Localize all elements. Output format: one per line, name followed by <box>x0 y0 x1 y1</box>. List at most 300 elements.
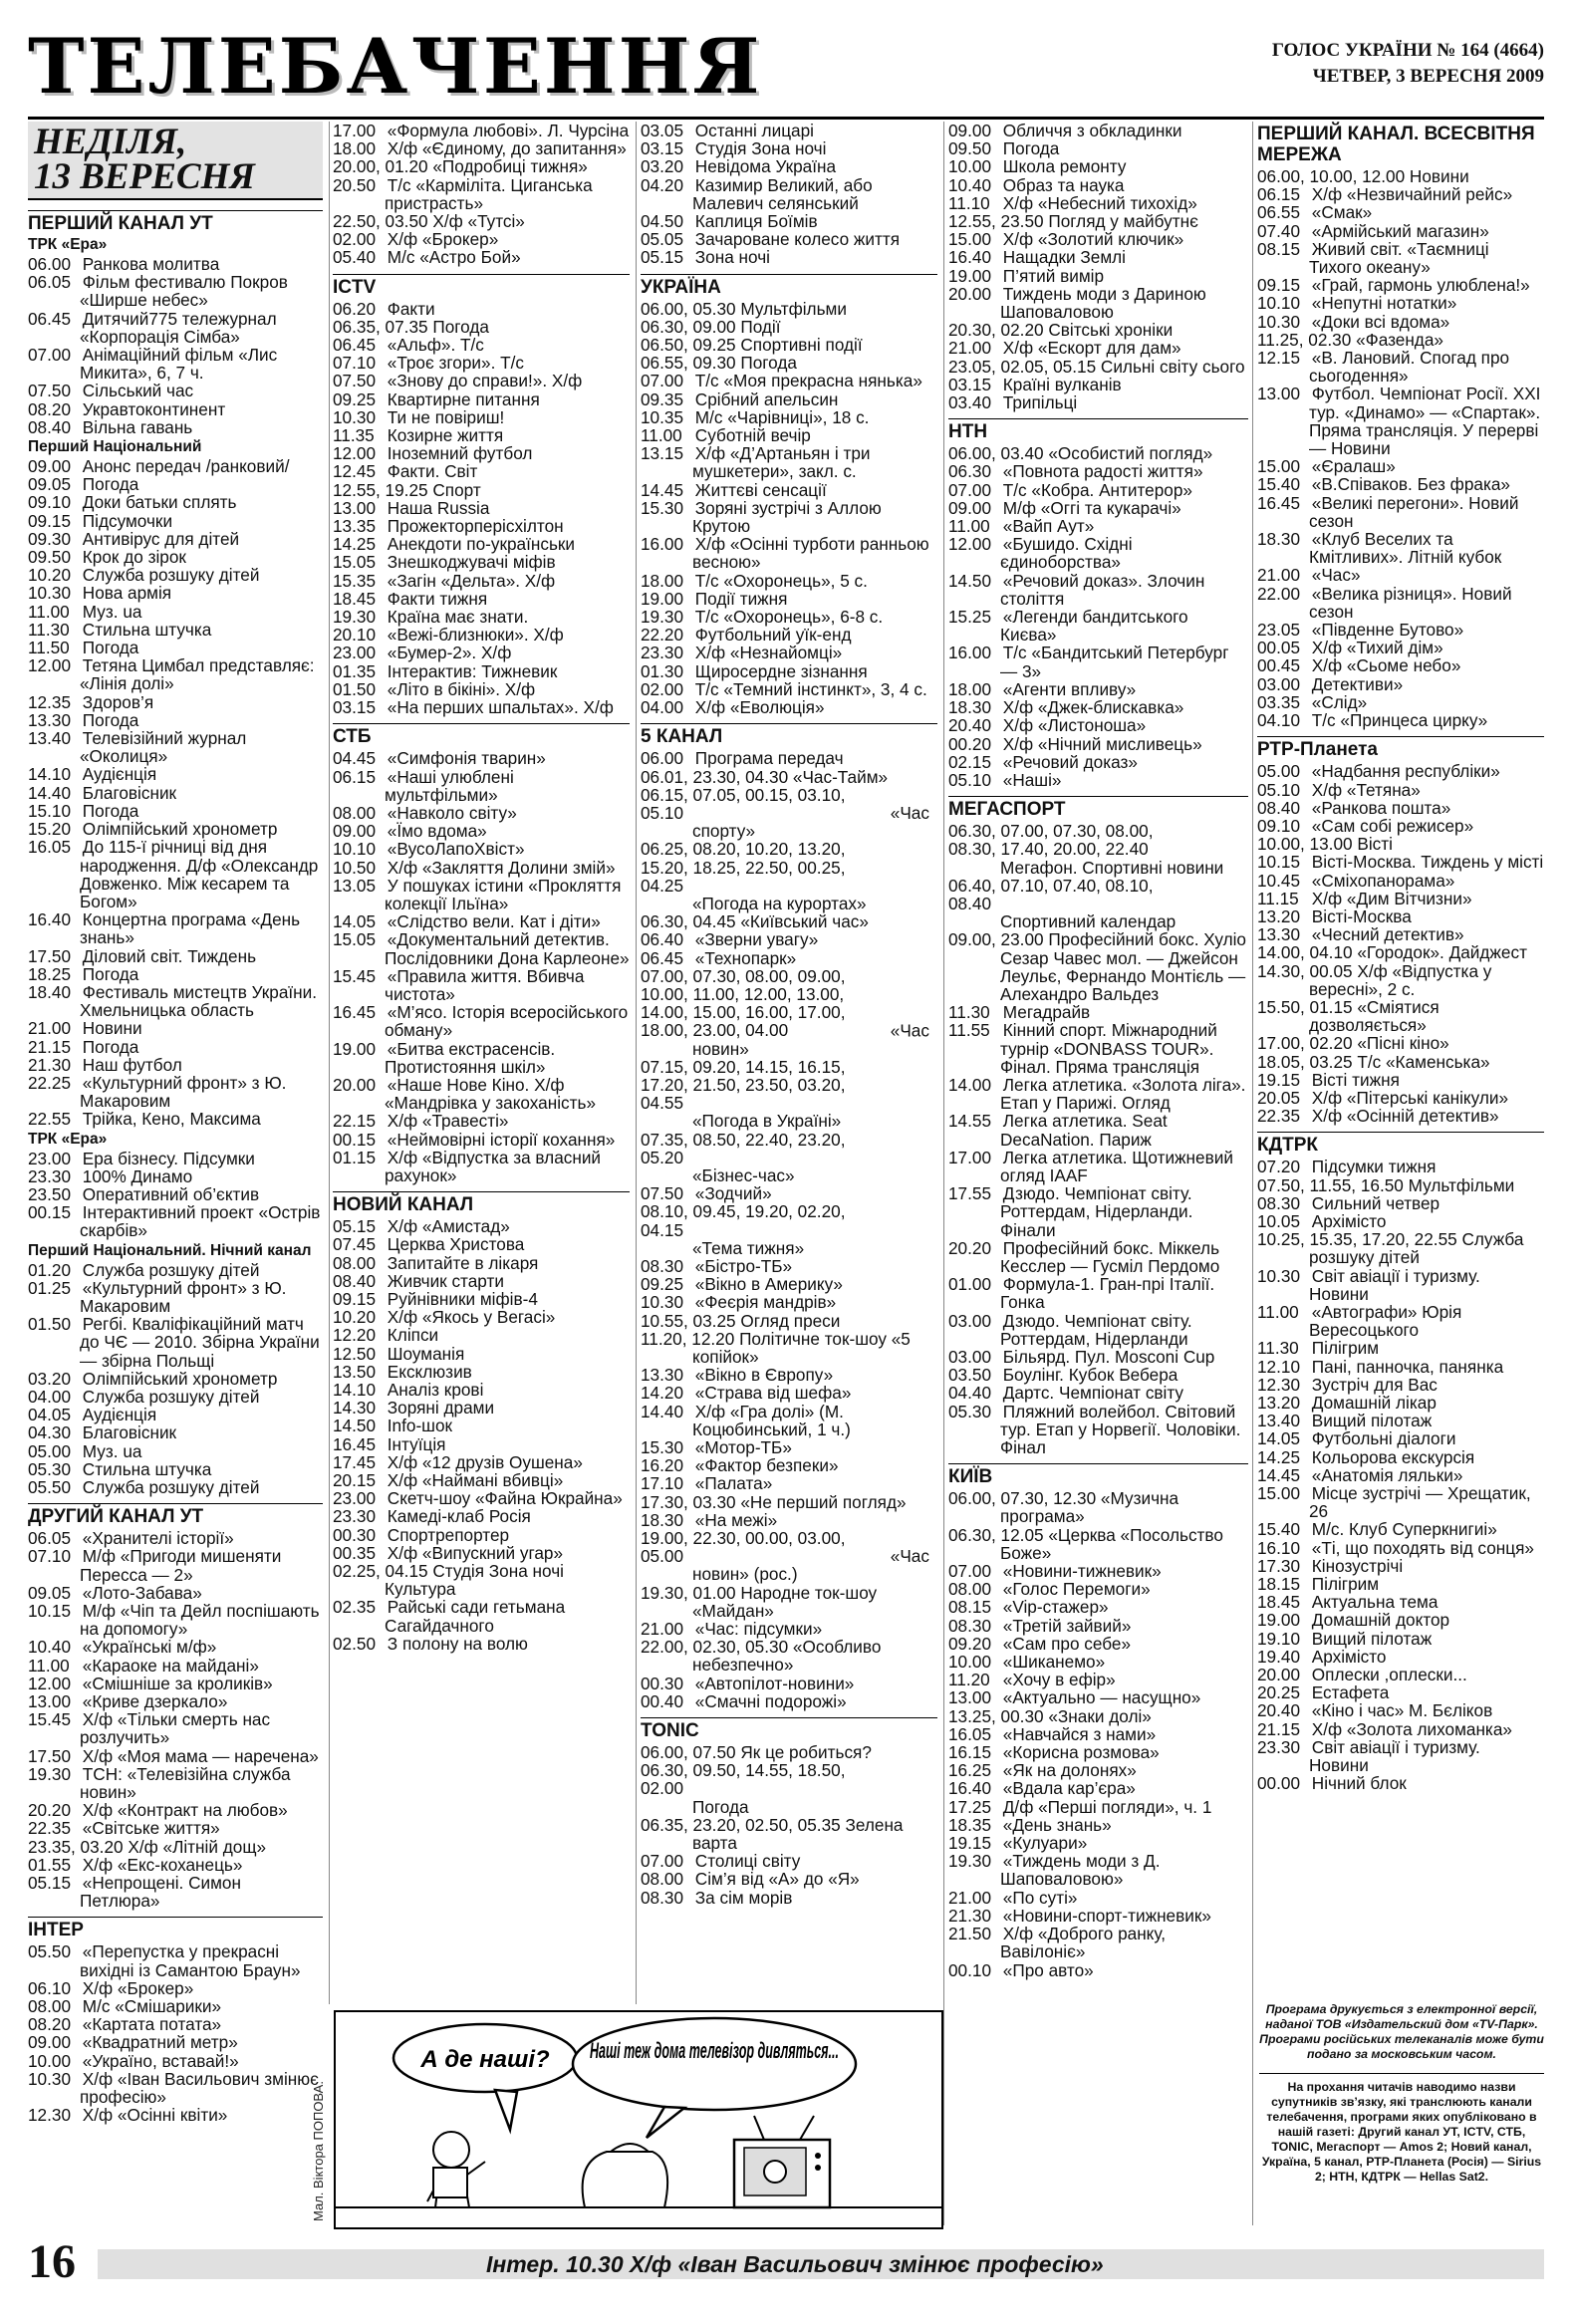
listing-time: 08.15 <box>1257 238 1301 259</box>
listing-title: «Сміхопанорама» <box>1311 870 1455 891</box>
listing-item <box>1257 1194 1544 1212</box>
listing-item <box>28 457 323 475</box>
listing-time: 19.00 <box>948 265 992 286</box>
listing-item <box>1257 203 1544 221</box>
listing-time: 18.45 <box>333 588 377 609</box>
listing-title: М/ф «Чіп та Дейл поспішають на допомогу» <box>80 1601 320 1640</box>
listing-time: 18.15 <box>1257 1574 1301 1595</box>
listing-title: «Культурний фронт» з Ю. Макаровим <box>80 1072 287 1112</box>
listing-time: 11.00 <box>28 1655 70 1676</box>
listing-time: 06.30, 07.00, 07.30, 08.00, 08.30, 17.40, 20.00, 22.40 <box>948 821 1154 860</box>
listing-title: Наша Russia <box>387 497 490 518</box>
listing-title: Нічний блок <box>1311 1773 1407 1794</box>
channel-heading: ПЕРШИЙ КАНАЛ УТ <box>28 210 323 234</box>
listing-time: 03.00 <box>1257 673 1301 694</box>
listing-time: 22.55 <box>28 1109 72 1130</box>
listing-item <box>1257 1448 1544 1466</box>
listing-item <box>1257 566 1544 584</box>
listing-time: 08.00 <box>641 1869 684 1890</box>
listing-item <box>28 1460 323 1478</box>
listing-item <box>948 1489 1248 1525</box>
listing-title: Погода <box>82 474 139 495</box>
listing-title: «Смак» <box>1311 202 1373 223</box>
listing-title: Зоряні зустрічі з Аллою Крутою <box>692 497 882 537</box>
listing-time: 21.30 <box>28 1054 72 1075</box>
tv-knob-icon <box>815 2165 821 2171</box>
listing-title: М/с «Смішарики» <box>82 1996 222 2017</box>
listing-time: 07.40 <box>1257 220 1301 241</box>
listing-time: 17.30 <box>1257 1555 1301 1576</box>
listing-item <box>28 1056 323 1074</box>
listing-item <box>641 1743 937 1761</box>
listing-time: 18.00 <box>641 570 684 591</box>
listing-title: «Ті, що походять від сонця» <box>1311 1537 1534 1558</box>
channel-heading: МЕГАСПОРТ <box>948 796 1248 820</box>
listing-title: Х/ф «Іван Васильович змінює професію» <box>80 2068 319 2108</box>
listing-time: 13.30 <box>28 709 72 730</box>
listing-title: Здоров’я <box>82 691 154 712</box>
listing-time: 17.45 <box>333 1451 377 1472</box>
listing-item <box>641 949 937 967</box>
listing-title: Вищий пілотаж <box>1311 1628 1433 1649</box>
listing-item <box>28 729 323 765</box>
listing-item <box>641 372 937 389</box>
listing-title: З полону на волю <box>387 1633 528 1654</box>
listing-item <box>333 122 630 139</box>
column-divider <box>943 122 944 2225</box>
listing-item <box>641 662 937 680</box>
listing-time: 04.30 <box>28 1422 72 1443</box>
listing-item <box>1257 1520 1544 1538</box>
listing-title: Т/с «Охоронець», 5 с. <box>694 570 868 591</box>
listing-time: 09.00 <box>28 2032 72 2053</box>
listing-time: 07.00, 07.30, 08.00, 09.00, 10.00, 11.00, 12.00, 13.00, 14.00, 15.00, 16.00, 17.00, 18.00, 23.00, 04.00 <box>641 965 846 1041</box>
listing-title: Професійний бокс. Міккель Кесслер — Гусміл Пердомо <box>1000 1237 1220 1276</box>
listing-title: Доки батьки сплять <box>82 492 237 513</box>
listing-time: 15.40 <box>1257 474 1301 495</box>
listing-item <box>641 1438 937 1456</box>
listing-time: 18.05, 03.25 <box>1257 1051 1353 1072</box>
listing-time: 22.35 <box>1257 1106 1301 1127</box>
listing-item <box>28 1038 323 1056</box>
listing-title: Руйнівники міфів-4 <box>387 1288 538 1309</box>
listing-title: Домашній доктор <box>1311 1610 1450 1631</box>
listing-title: Політичне ток-шоу «5 копійок» <box>692 1328 911 1367</box>
listing-item <box>641 1058 937 1131</box>
listing-item <box>28 693 323 711</box>
listing-item <box>1257 1774 1544 1792</box>
listing-title: «Фактор безпеки» <box>694 1455 839 1476</box>
listing-item <box>641 1889 937 1907</box>
listing-time: 00.30 <box>333 1524 377 1545</box>
listing-title: Х/ф «Листоноша» <box>1002 715 1147 736</box>
listing-item <box>1257 1107 1544 1125</box>
listing-item <box>28 493 323 511</box>
listing-time: 12.50 <box>333 1343 377 1364</box>
listing-time: 16.05 <box>948 1723 992 1744</box>
listing-time: 10.55, 03.25 <box>641 1310 736 1331</box>
listing-time: 12.10 <box>1257 1356 1301 1377</box>
listing-title: Сильні світу сього <box>1100 356 1245 377</box>
listing-item <box>1257 1303 1544 1339</box>
listing-time: 09.25 <box>333 388 377 409</box>
listing-item <box>948 122 1248 139</box>
listing-title: Естафета <box>1311 1682 1390 1703</box>
listing-item <box>333 822 630 840</box>
listing-time: 12.35 <box>28 691 72 712</box>
listing-item <box>1257 1539 1544 1557</box>
listing-time: 06.15 <box>1257 184 1301 205</box>
listing-item <box>948 339 1248 357</box>
listing-item <box>948 644 1248 679</box>
listing-title: Х/ф «Контракт на любов» <box>82 1800 288 1821</box>
listing-time: 06.00, 07.30, 12.30 <box>948 1488 1097 1509</box>
listing-item <box>1257 1738 1544 1774</box>
listing-time: 07.00 <box>28 345 72 366</box>
listing-title: «Голос Перемоги» <box>1002 1579 1151 1600</box>
listing-time: 09.10 <box>28 492 72 513</box>
listing-time: 16.45 <box>333 1433 377 1454</box>
listing-title: «Час новин» <box>692 1020 929 1059</box>
listing-item <box>948 1384 1248 1402</box>
listing-item <box>28 1074 323 1110</box>
listing-title: «Бізнес-час» <box>692 1164 795 1185</box>
listing-item <box>333 1040 630 1076</box>
listing-title: Прожекторперісхілтон <box>387 516 564 537</box>
listing-item <box>948 393 1248 411</box>
listing-item <box>1257 998 1544 1034</box>
listing-item <box>948 735 1248 753</box>
listing-item <box>28 584 323 602</box>
listing-item <box>1257 1230 1544 1266</box>
listing-title: «Час новин» (рос.) <box>692 1546 929 1585</box>
listing-time: 13.05 <box>333 875 377 896</box>
listing-item <box>1257 167 1544 185</box>
listing-title: «Городок». Дайджест <box>1357 942 1527 963</box>
listing-title: «Час-Тайм» <box>792 766 889 787</box>
listing-title: «Новини-спорт-тижневик» <box>1002 1905 1211 1926</box>
listing-title: Вісті <box>1357 834 1393 855</box>
listing-title: ТСН: «Телевізійна служба новин» <box>80 1763 291 1803</box>
listing-title: «Про авто» <box>1002 1959 1094 1980</box>
listing-title: «Україно, вставай!» <box>82 2050 239 2071</box>
listing-time: 20.00 <box>333 1074 377 1095</box>
listing-time: 15.35 <box>333 570 377 591</box>
cartoon-drawing <box>336 2012 941 2227</box>
listing-time: 13.00 <box>1257 384 1301 404</box>
listing-time: 18.00 <box>948 678 992 699</box>
satellite-note: На прохання читачів наводимо назви супутників зв’язку, які транслюють канали телебачення, програми яких опубліковано в нашій газеті: Другий канал УТ, ICTV, СТБ, TONIC, Мегаспорт — Amos 2; Новий канал, Україна, 5 канал, РТР-Планета (Росія) — Sirius 2; НТН, КДТРК — Hellas Sat2. <box>1261 2080 1542 2184</box>
listing-title: Інтуїція <box>387 1433 446 1454</box>
listing-time: 10.40 <box>28 1637 72 1658</box>
listing-title: Спорт <box>432 479 481 500</box>
listing-title: Погода <box>82 638 139 658</box>
listing-item <box>948 1907 1248 1925</box>
listing-title: «Альф». Т/с <box>387 335 484 356</box>
listing-item <box>333 390 630 408</box>
listing-title: Легка атлетика. Seat DecaNation. Париж <box>1000 1111 1168 1150</box>
listing-item <box>641 1474 937 1492</box>
listing-title: «Речовий доказ» <box>1002 751 1138 772</box>
listing-time: 14.00 <box>948 1074 992 1095</box>
listing-item <box>28 784 323 802</box>
column-4 <box>948 122 1248 2225</box>
listing-time: 01.50 <box>28 1314 72 1335</box>
listing-time: 10.00, 13.00 <box>1257 834 1353 855</box>
listing-time: 21.00 <box>948 338 992 359</box>
listing-time: 10.30 <box>28 2068 72 2089</box>
listing-title: Х/ф «Небесний тихохід» <box>1002 192 1197 213</box>
listing-item <box>948 1239 1248 1275</box>
listing-title: «Не перший погляд» <box>740 1491 907 1512</box>
column-1 <box>28 122 323 2225</box>
bubble-text-left: А де наші? <box>420 2046 550 2073</box>
listing-time: 07.10 <box>333 353 377 374</box>
listing-item <box>948 157 1248 175</box>
listing-time: 05.15 <box>641 247 684 268</box>
listing-title: Актуальна тема <box>1311 1592 1439 1613</box>
listing-title: Х/ф «Ескорт для дам» <box>1002 338 1181 359</box>
listing-time: 08.00 <box>333 802 377 823</box>
listing-item <box>641 1384 937 1402</box>
listing-title: «Хочу в ефір» <box>1002 1670 1116 1690</box>
listing-item <box>948 285 1248 321</box>
listing-time: 19.00 <box>1257 1610 1301 1631</box>
listing-title: «Зодчий» <box>694 1183 772 1204</box>
listing-item <box>333 590 630 608</box>
listing-title: «Перепустка у прекрасні вихідні із Самантою Браун» <box>80 1941 301 1980</box>
listing-item <box>333 176 630 212</box>
listing-time: 16.40 <box>948 1778 992 1799</box>
listing-title: «Непрощені. Симон Петлюра» <box>80 1873 241 1912</box>
listing-title: Іноземний футбол <box>387 443 533 464</box>
listing-item <box>948 230 1248 248</box>
listing-title: «Автопілот-новини» <box>694 1673 855 1693</box>
listing-title: Х/ф «Тетяна» <box>1311 779 1421 800</box>
listing-title: «Криве дзеркало» <box>82 1691 228 1712</box>
listing-title: «Шиканемо» <box>1002 1652 1106 1673</box>
listing-title: «ВусоЛапоХвіст» <box>387 839 525 860</box>
listing-title: «Особистий погляд» <box>1048 443 1213 464</box>
listing-item <box>333 1131 630 1149</box>
listing-time: 02.15 <box>948 751 992 772</box>
listing-item <box>948 517 1248 535</box>
listing-item <box>333 840 630 858</box>
listing-item <box>333 517 630 535</box>
listing-item <box>333 499 630 517</box>
listing-item <box>333 698 630 716</box>
listing-item <box>1257 621 1544 639</box>
listing-time: 12.00 <box>28 655 72 676</box>
listing-item <box>1257 943 1544 961</box>
listing-time: 16.40 <box>28 909 72 930</box>
listing-title: Запитайте в лікаря <box>387 1252 539 1273</box>
listing-time: 23.00 <box>333 643 377 663</box>
listing-title: Церква Христова <box>387 1234 525 1255</box>
listing-title: «Південне Бутово» <box>1311 620 1464 641</box>
listing-item <box>641 248 937 266</box>
listing-item <box>948 930 1248 1003</box>
listing-time: 08.00 <box>948 1579 992 1600</box>
listing-item <box>333 1235 630 1253</box>
listing-title: Стильна штучка <box>82 1458 212 1479</box>
listing-title: Зустріч для Вас <box>1311 1374 1438 1395</box>
listing-time: 08.30 <box>948 1615 992 1636</box>
listing-item <box>948 680 1248 698</box>
listing-time: 06.30, 09.00 <box>641 316 736 337</box>
listing-item <box>641 122 937 139</box>
listing-time: 21.50 <box>948 1924 992 1944</box>
listing-item <box>948 1617 1248 1635</box>
listing-item <box>641 768 937 786</box>
listing-item <box>1257 475 1544 493</box>
listing-title: Народне ток-шоу «Майдан» <box>692 1582 878 1621</box>
listing-time: 15.40 <box>1257 1519 1301 1540</box>
channel-heading: НОВИЙ КАНАЛ <box>333 1191 630 1215</box>
listing-item <box>28 838 323 910</box>
listing-item <box>28 820 323 838</box>
listing-time: 10.15 <box>1257 852 1301 873</box>
listing-item <box>333 1507 630 1525</box>
listing-time: 15.30 <box>641 497 684 518</box>
page-footer <box>28 2235 1544 2289</box>
listing-time: 20.50 <box>333 174 377 195</box>
listing-title: Т/с «Карміліта. Циганська пристрасть» <box>385 174 593 213</box>
listing-item <box>1257 656 1544 674</box>
listing-time: 05.05 <box>641 229 684 250</box>
listing-item <box>641 840 937 912</box>
listing-title: Х/ф «Золотий ключик» <box>1002 229 1184 250</box>
listing-time: 06.00 <box>641 748 684 769</box>
listing-title: Вісті-Москва. Тиждень у місті <box>1311 852 1544 873</box>
listing-title: Підсумочки <box>82 510 173 531</box>
listing-title: Т/с «Принцеса цирку» <box>1311 710 1488 731</box>
listing-item <box>28 910 323 946</box>
listing-item <box>28 1584 323 1602</box>
listing-time: 05.15 <box>333 1216 377 1237</box>
listing-time: 04.40 <box>948 1383 992 1404</box>
listing-time: 01.50 <box>333 678 377 699</box>
listing-title: Мегафон. Спортивні новини <box>1000 857 1224 878</box>
listing-item <box>28 1819 323 1837</box>
listing-item <box>948 444 1248 462</box>
listing-time: 09.00 <box>333 821 377 842</box>
listing-title: Пляжний волейбол. Світовий тур. Етап у Норвегії. Чоловіки. Фінал <box>1000 1401 1241 1458</box>
listing-item <box>333 1345 630 1363</box>
listing-time: 10.30 <box>641 1292 684 1313</box>
listing-time: 09.30 <box>28 528 72 549</box>
listing-time: 21.15 <box>28 1036 72 1057</box>
listing-title: «Загін «Дельта». Х/ф <box>387 570 556 591</box>
listing-time: 20.00 <box>1257 1665 1301 1685</box>
listing-item <box>641 426 937 444</box>
listing-time: 09.50 <box>948 138 992 159</box>
listing-time: 18.30 <box>948 697 992 718</box>
tv-antenna-icon <box>754 2116 814 2140</box>
listing-time: 00.35 <box>333 1542 377 1563</box>
listing-item <box>641 1816 937 1852</box>
listing-title: Т/с «Охоронець», 6-8 с. <box>694 607 884 628</box>
listing-title: Погляд у майбутнє <box>1048 211 1198 232</box>
source-note: Програма друкується з електронної версії, наданої ТОВ «Издательский дом «TV-Парк». Програми російських телеканалів може бути подано за московським часом. <box>1259 2002 1544 2061</box>
listing-item <box>28 1765 323 1801</box>
channel-heading: ПЕРШИЙ КАНАЛ. ВСЕСВІТНЯ МЕРЕЖА <box>1257 124 1535 165</box>
listing-title: «В.Співаков. Без фрака» <box>1311 474 1510 495</box>
listing-item <box>641 1870 937 1888</box>
listing-time: 06.35, 07.35 <box>333 316 428 337</box>
listing-time: 18.30 <box>1257 529 1301 550</box>
listing-title: Новини <box>82 1018 142 1039</box>
listing-time: 23.00 <box>333 1488 377 1509</box>
listing-time: 03.00 <box>948 1310 992 1331</box>
listing-item <box>333 1217 630 1235</box>
listing-title: М/с «Чарівниці», 18 с. <box>694 406 870 427</box>
listing-title: Мультфільми <box>740 298 847 319</box>
listing-item <box>333 444 630 462</box>
listing-item <box>28 1747 323 1765</box>
listing-item <box>948 822 1248 877</box>
listing-title: Ера бізнесу. Підсумки <box>82 1148 255 1168</box>
listing-item <box>1257 1212 1544 1230</box>
listing-item <box>333 1149 630 1184</box>
listing-title: Мегадрайв <box>1002 1002 1091 1023</box>
listing-time: 06.50, 09.25 <box>641 335 736 356</box>
listing-time: 21.15 <box>1257 1718 1301 1739</box>
listing-item <box>1257 1394 1544 1412</box>
listing-item <box>641 499 937 535</box>
listing-title: Столиці світу <box>694 1851 801 1872</box>
listing-title: «Корисна розмова» <box>1002 1742 1160 1763</box>
listing-title: Каплиця Боїмів <box>694 211 818 232</box>
listing-item <box>28 530 323 548</box>
listing-time: 00.15 <box>333 1129 377 1150</box>
listing-title: Анекдоти по-українськи <box>387 534 576 555</box>
listing-title: Сильний четвер <box>1311 1192 1440 1213</box>
listing-title: «Палата» <box>694 1473 773 1494</box>
listing-title: «Агенти впливу» <box>1002 678 1137 699</box>
listing-title: Світ авіації і туризму. Новини <box>1309 1736 1480 1776</box>
listing-item <box>333 859 630 877</box>
listing-title: «Доки всі вдома» <box>1311 311 1450 332</box>
listing-title: Ти не повіриш! <box>387 406 505 427</box>
listing-time: 06.40, 07.10, 07.40, 08.10, 08.40 <box>948 875 1154 913</box>
listing-item <box>641 1456 937 1474</box>
listing-title: Х/ф «Випускний угар» <box>387 1542 564 1563</box>
listing-title: «Грай, гармонь улюблена!» <box>1311 275 1530 296</box>
listing-item <box>641 930 937 948</box>
listing-title: «Правила життя. Вбивча чистота» <box>385 965 585 1004</box>
listing-title: «Анатомія ляльки» <box>1311 1464 1463 1485</box>
listing-title: Детективи» <box>1311 673 1404 694</box>
listing-title: Олімпійський хронометр <box>82 819 278 840</box>
listing-title: Як це робиться? <box>740 1742 872 1763</box>
listing-item <box>28 2106 323 2124</box>
listing-time: 11.15 <box>1257 888 1299 908</box>
listing-item <box>28 2015 323 2033</box>
listing-time: 20.15 <box>333 1470 377 1491</box>
listing-title: Спортивний календар <box>1000 911 1177 932</box>
listing-time: 19.40 <box>1257 1646 1301 1667</box>
listing-time: 00.05 <box>1257 638 1301 658</box>
listing-time: 06.05 <box>28 272 72 293</box>
listing-title: Пілігрим <box>1311 1338 1380 1359</box>
listing-title: Анонс передач /ранковий/ <box>82 456 290 477</box>
listing-title: Х/ф «Брокер» <box>387 229 499 250</box>
listing-item <box>948 1688 1248 1706</box>
listing-time: 13.40 <box>28 728 72 749</box>
listing-title: Невідома Україна <box>694 156 837 177</box>
listing-title: Формула-1. Гран-прі Італії. Гонка <box>1000 1274 1215 1313</box>
